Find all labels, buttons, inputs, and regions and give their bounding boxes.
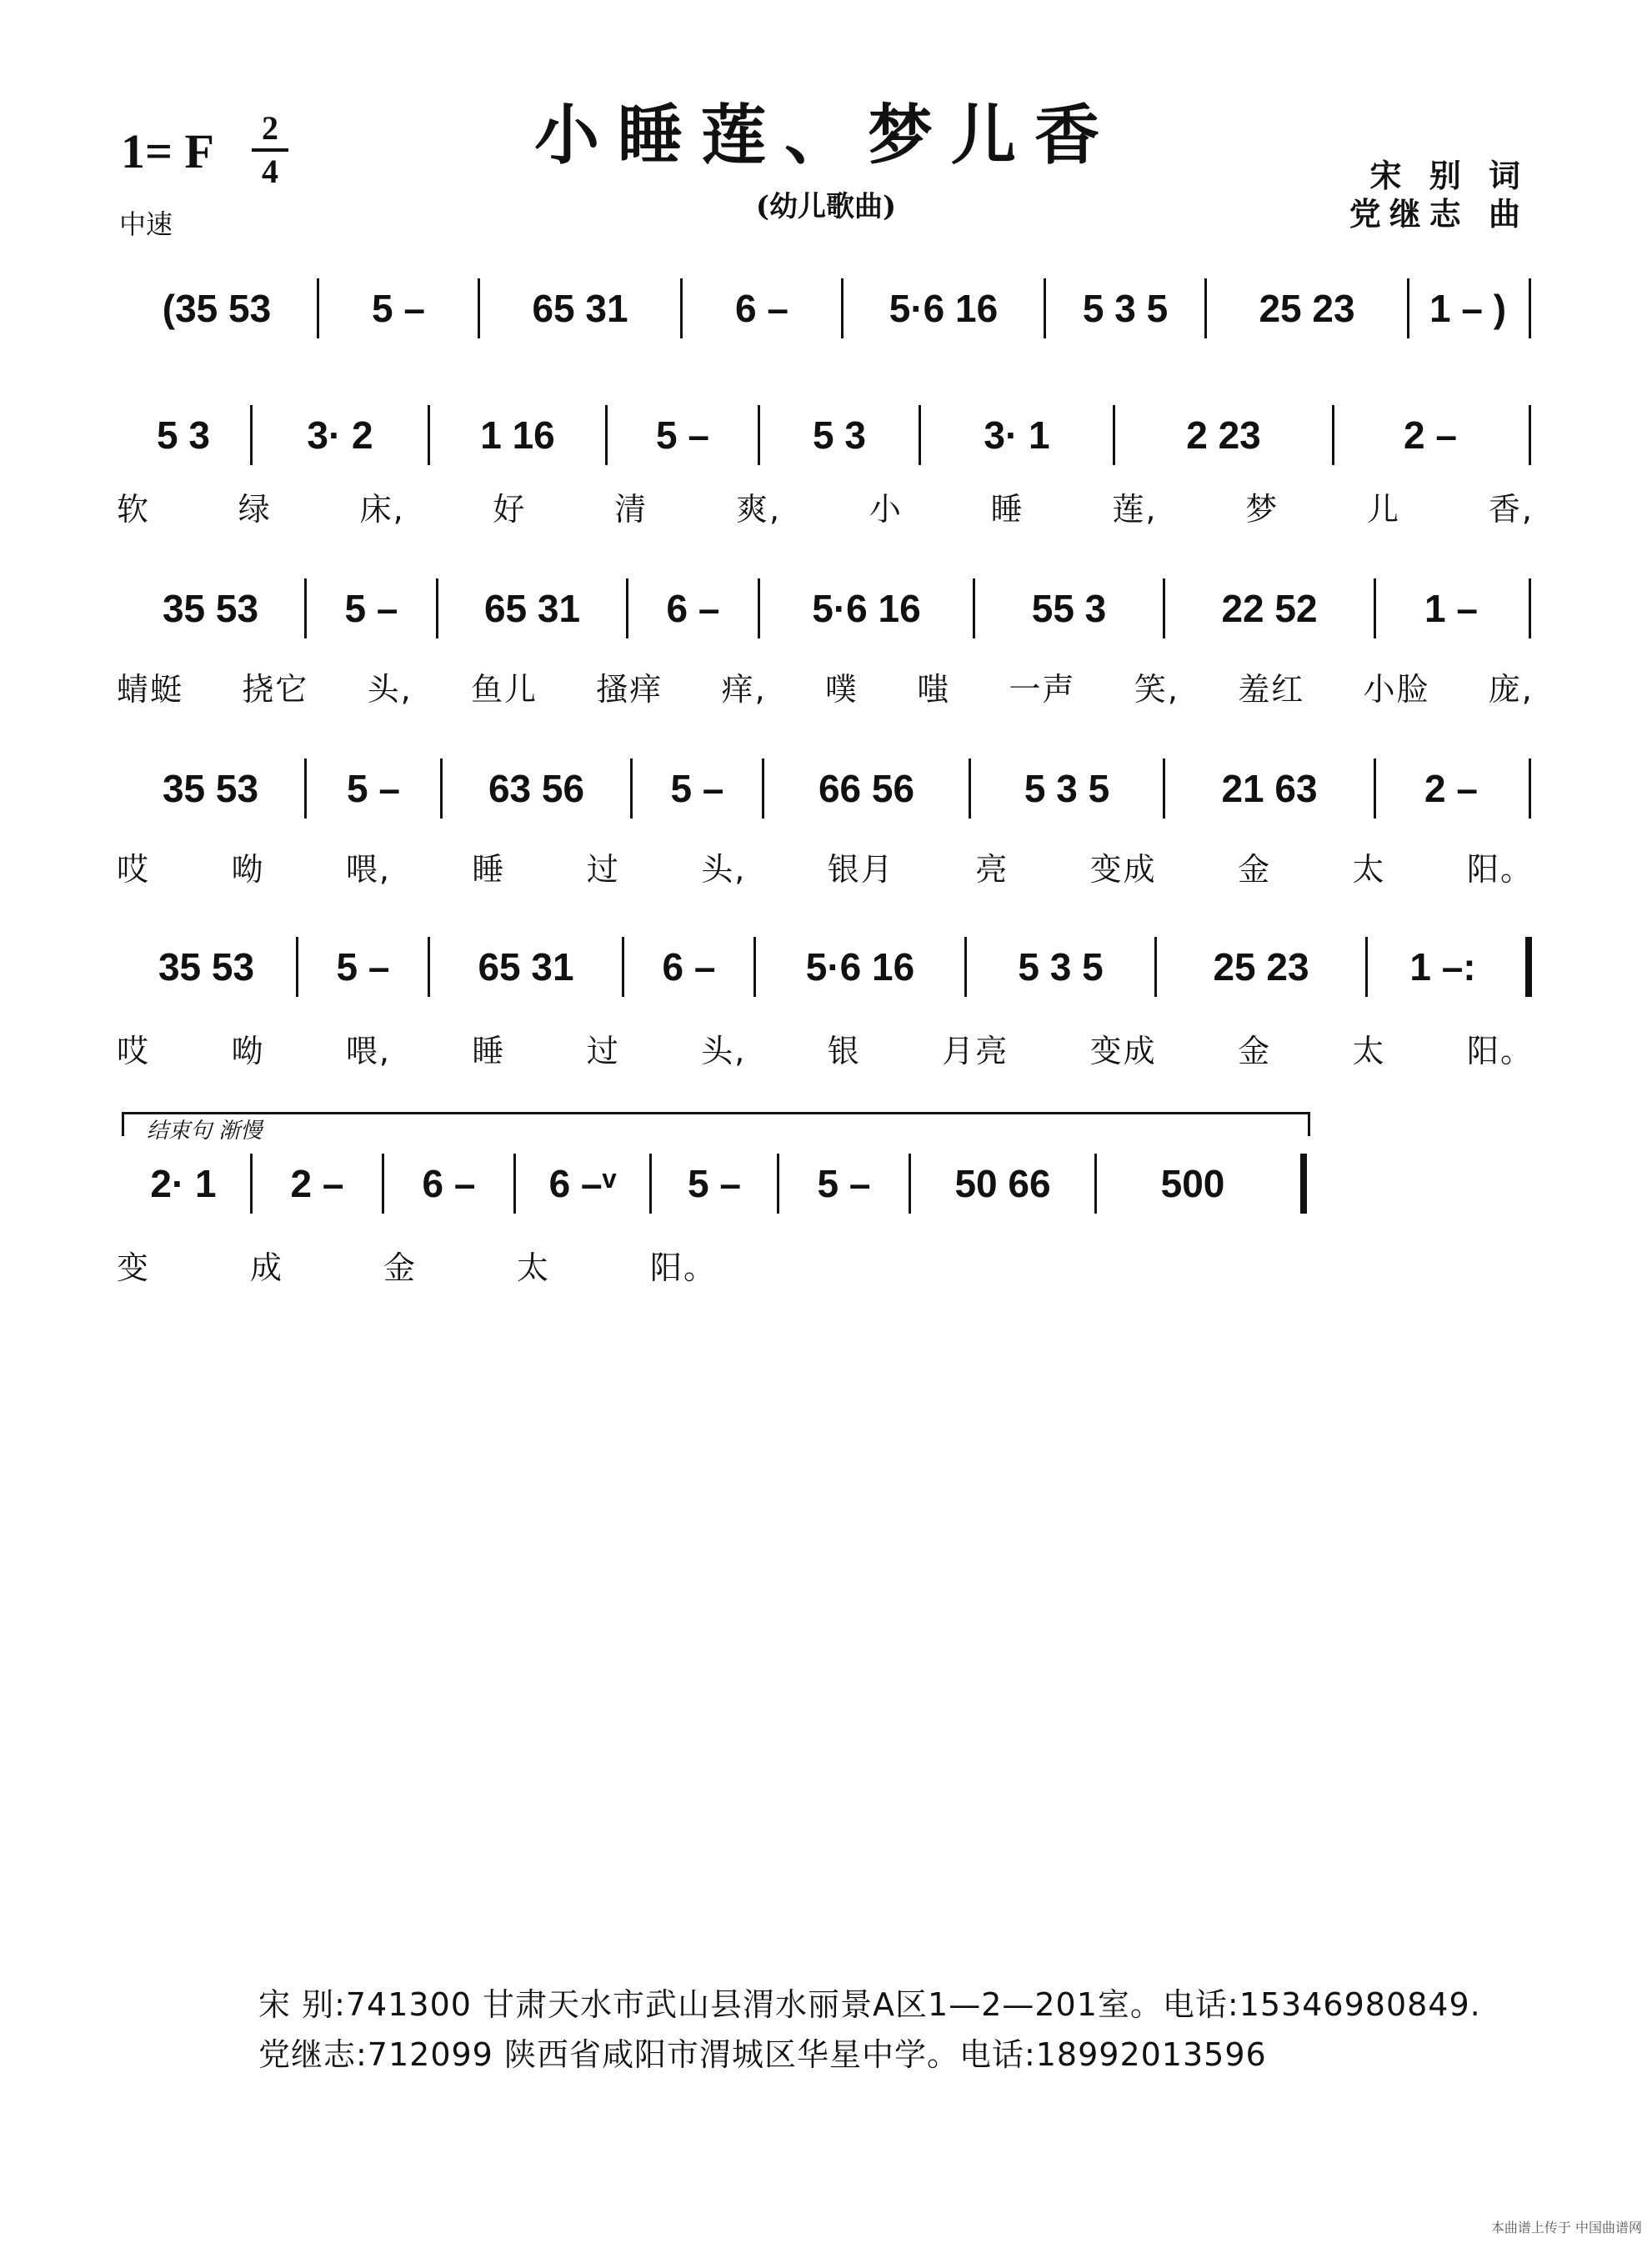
measure: 5·6 16: [805, 945, 915, 989]
lyric-syllable: 太: [1352, 851, 1386, 888]
lyric-syllable: 笑,: [1134, 671, 1179, 708]
lyric-syllable: 睡: [472, 1033, 506, 1069]
lyric-syllable: 梦: [1245, 491, 1279, 528]
lyric-syllable: 鱼儿: [470, 671, 538, 708]
lyric-syllable: 羞红: [1238, 671, 1305, 708]
measure: 5 –: [372, 287, 425, 330]
measure: 500: [1160, 1162, 1225, 1205]
measure: 63 56: [488, 767, 585, 810]
lyric-syllable: 月亮: [942, 1033, 1009, 1069]
measure: 5 3: [157, 413, 210, 457]
lyric-syllable: 蜻蜓: [117, 671, 184, 708]
lyric-syllable: 呦: [231, 851, 265, 888]
measure: 6 –: [422, 1162, 476, 1205]
measure: 22 52: [1221, 587, 1318, 630]
lyric-syllable: 头,: [701, 851, 747, 888]
measure: 21 63: [1221, 767, 1318, 810]
measure: 50 66: [954, 1162, 1051, 1205]
lyric-syllable: 银: [827, 1033, 861, 1069]
lyric-syllable: 痒,: [721, 671, 767, 708]
measure: 2 23: [1186, 413, 1261, 457]
tempo-marking: 中速: [119, 208, 173, 240]
lyric-syllable: 噗: [824, 671, 859, 708]
measure: 5 3 5: [1018, 945, 1104, 989]
measure: 6 –: [735, 287, 788, 330]
time-signature-top: 2: [262, 109, 278, 147]
repeat-end-barline: [1525, 937, 1532, 997]
measure: 2 –: [290, 1162, 344, 1205]
lyric-syllable: 变: [117, 1249, 151, 1286]
coda-label: 结束句 渐慢: [147, 1119, 263, 1144]
measure: 5 –: [336, 945, 390, 989]
time-signature-divider: [252, 148, 288, 152]
barline: [1529, 759, 1531, 819]
lyric-syllable: 哎: [117, 1033, 151, 1069]
lyric-syllable: 头,: [701, 1033, 747, 1069]
time-signature: [252, 110, 288, 190]
measure: 6 –: [666, 587, 720, 630]
measure: 5 –: [344, 587, 398, 630]
lyric-syllable: 亮: [975, 851, 1009, 888]
lyric-syllable: 搔痒: [596, 671, 663, 708]
lyrics-verse-1: [117, 483, 1534, 533]
lyric-syllable: 小脸: [1363, 671, 1430, 708]
lyric-syllable: 香,: [1488, 491, 1534, 528]
lyrics-coda: [117, 1242, 717, 1292]
lyric-syllable: 庞,: [1488, 671, 1534, 708]
measure: 5 3 5: [1082, 287, 1169, 330]
lyric-syllable: 变成: [1089, 1033, 1157, 1069]
lyric-syllable: 软: [117, 491, 151, 528]
measure: 1 – ): [1429, 287, 1507, 330]
measure: 5 –: [347, 767, 400, 810]
measure: 65 31: [478, 945, 574, 989]
measure: 35 53: [158, 945, 255, 989]
lyric-syllable: 小: [869, 491, 903, 528]
composer-credit: 党继志 曲: [1349, 195, 1529, 233]
measure: 5·6 16: [889, 287, 999, 330]
lyric-syllable: 金: [383, 1249, 417, 1286]
staff-row-3: [117, 755, 1534, 822]
lyric-syllable: 头,: [367, 671, 413, 708]
measure: 35 53: [162, 587, 259, 630]
measure: (35 53: [162, 287, 272, 330]
lyric-syllable: 清: [614, 491, 648, 528]
measure: 5 –: [656, 413, 709, 457]
measure: 65 31: [532, 287, 628, 330]
measure: 5 –: [688, 1162, 741, 1205]
measure: 3· 2: [307, 413, 373, 457]
measure: 1 –: [1424, 587, 1478, 630]
lyric-syllable: 太: [1352, 1033, 1386, 1069]
lyrics-verse-2: [117, 663, 1534, 713]
measure: 5 3: [813, 413, 866, 457]
lyric-syllable: 一声: [1009, 671, 1076, 708]
measure: 5 3 5: [1024, 767, 1110, 810]
final-barline: [1300, 1154, 1307, 1214]
measure: 25 23: [1213, 945, 1309, 989]
footer-contact-lyricist: 宋 别:741300 甘肃天水市武山县渭水丽景A区1—2—201室。电话:15346980849.: [258, 1986, 1481, 2023]
lyric-syllable: 呦: [231, 1033, 265, 1069]
lyric-syllable: 阳。: [649, 1249, 717, 1286]
barline: [1529, 278, 1531, 338]
lyric-syllable: 哎: [117, 851, 151, 888]
lyric-syllable: 过: [586, 1033, 620, 1069]
lyric-syllable: 过: [586, 851, 620, 888]
measure: 3· 1: [984, 413, 1050, 457]
key-signature: 1= F: [121, 124, 214, 178]
lyric-syllable: 床,: [359, 491, 405, 528]
lyric-syllable: 金: [1238, 851, 1272, 888]
measure: 55 3: [1031, 587, 1107, 630]
lyric-syllable: 喂,: [345, 1033, 391, 1069]
measure: 66 56: [818, 767, 915, 810]
measure: 5·6 16: [812, 587, 921, 630]
lyric-syllable: 阳。: [1466, 851, 1534, 888]
coda-bracket: [122, 1112, 1310, 1136]
lyric-syllable: 儿: [1367, 491, 1401, 528]
barline: [1529, 578, 1531, 638]
measure: 6 –ᵛ: [548, 1162, 617, 1205]
lyric-syllable: 睡: [990, 491, 1024, 528]
lyric-syllable: 挠它: [242, 671, 309, 708]
staff-row-1: [117, 402, 1534, 468]
measure: 6 –: [662, 945, 716, 989]
staff-row-4: [117, 934, 1534, 1000]
lyric-syllable: 银月: [827, 851, 894, 888]
lyric-syllable: 绿: [238, 491, 272, 528]
staff-row-coda: [117, 1150, 1534, 1217]
lyric-syllable: 成: [249, 1249, 283, 1286]
lyric-syllable: 变成: [1089, 851, 1157, 888]
measure: 5 –: [817, 1162, 871, 1205]
measure: 1 16: [480, 413, 555, 457]
lyric-syllable: 爽,: [735, 491, 782, 528]
lyric-syllable: 睡: [472, 851, 506, 888]
lyric-syllable: 嗤: [917, 671, 951, 708]
measure: 25 23: [1259, 287, 1355, 330]
song-subtitle: (幼儿歌曲): [755, 190, 897, 223]
lyric-syllable: 好: [493, 491, 527, 528]
measure: 65 31: [483, 587, 581, 630]
footer-contact-composer: 党继志:712099 陕西省咸阳市渭城区华星中学。电话:18992013596: [258, 2036, 1267, 2073]
song-title: 小睡莲、梦儿香: [533, 98, 1118, 173]
lyric-syllable: 莲,: [1112, 491, 1158, 528]
measure: 2 –: [1404, 413, 1457, 457]
lyric-syllable: 阳。: [1466, 1033, 1534, 1069]
lyric-syllable: 喂,: [345, 851, 391, 888]
lyrics-verse-3: [117, 844, 1534, 894]
measure: 5 –: [670, 767, 724, 810]
staff-row-2: [117, 575, 1534, 642]
measure: 2· 1: [150, 1162, 217, 1205]
lyricist-credit: 宋 别 词: [1369, 157, 1529, 194]
site-watermark: 本曲谱上传于 中国曲谱网: [1490, 2220, 1642, 2235]
lyric-syllable: 太: [516, 1249, 550, 1286]
measure: 1 –:: [1409, 945, 1476, 989]
time-signature-bottom: 4: [262, 153, 278, 190]
measure: 2 –: [1424, 767, 1478, 810]
lyric-syllable: 金: [1238, 1033, 1272, 1069]
measure: 35 53: [162, 767, 259, 810]
barline: [1529, 405, 1531, 465]
staff-row-intro: [117, 275, 1534, 342]
lyrics-verse-4: [117, 1025, 1534, 1075]
